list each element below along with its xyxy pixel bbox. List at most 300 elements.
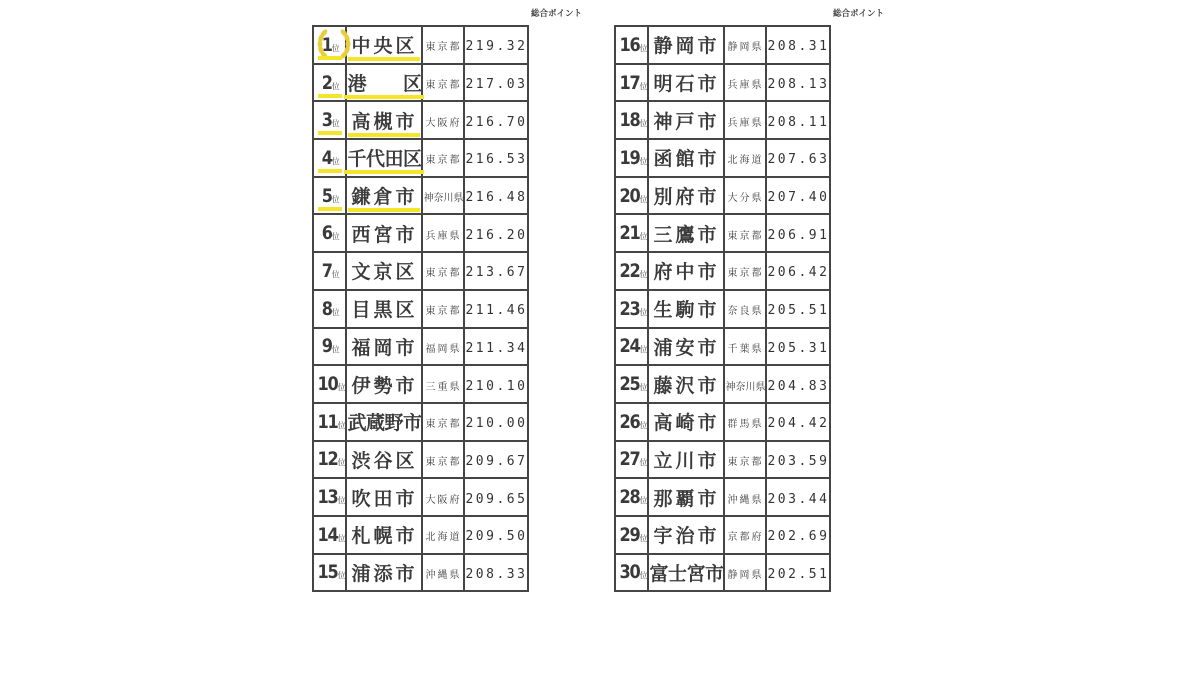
rank-number: 24 bbox=[619, 335, 640, 358]
rank-suffix: 位 bbox=[639, 345, 648, 355]
highlight-underline bbox=[318, 131, 342, 135]
points-cell bbox=[464, 516, 528, 554]
prefecture-name: 東京都 bbox=[425, 456, 462, 468]
total-points: 207.63 bbox=[767, 152, 830, 168]
points-cell bbox=[464, 554, 528, 592]
points-cell bbox=[464, 64, 528, 102]
total-points: 213.67 bbox=[465, 265, 528, 281]
total-points: 204.83 bbox=[767, 378, 830, 394]
prefecture-name: 兵庫県 bbox=[727, 117, 764, 129]
rank-number: 19 bbox=[619, 146, 640, 169]
prefecture-cell bbox=[724, 290, 766, 328]
ranking-row bbox=[313, 441, 528, 479]
ranking-row bbox=[615, 214, 830, 252]
rank-number: 11 bbox=[317, 410, 338, 433]
points-cell bbox=[464, 328, 528, 366]
prefecture-name: 神奈川県 bbox=[725, 381, 766, 393]
points-cell bbox=[766, 64, 830, 102]
ranking-row bbox=[313, 214, 528, 252]
points-cell bbox=[464, 365, 528, 403]
points-cell bbox=[766, 478, 830, 516]
city-cell bbox=[346, 26, 422, 64]
city-cell bbox=[648, 516, 724, 554]
rank-suffix: 位 bbox=[331, 81, 340, 91]
total-points: 209.50 bbox=[465, 529, 528, 545]
ranking-row bbox=[615, 328, 830, 366]
prefecture-cell bbox=[422, 441, 464, 479]
rank-number: 29 bbox=[619, 523, 640, 546]
total-points: 211.34 bbox=[465, 340, 528, 356]
prefecture-cell bbox=[724, 252, 766, 290]
rank-cell bbox=[313, 252, 346, 290]
prefecture-cell bbox=[422, 554, 464, 592]
city-cell bbox=[648, 441, 724, 479]
prefecture-cell bbox=[422, 252, 464, 290]
prefecture-name: 沖縄県 bbox=[727, 494, 764, 506]
highlight-underline bbox=[348, 133, 420, 137]
rank-suffix: 位 bbox=[331, 156, 340, 166]
rank-cell bbox=[313, 101, 346, 139]
points-cell bbox=[766, 252, 830, 290]
rank-number: 8 bbox=[321, 297, 332, 320]
total-points: 204.42 bbox=[767, 416, 830, 432]
rank-number: 16 bbox=[619, 33, 640, 56]
rank-suffix: 位 bbox=[639, 194, 648, 204]
city-name: 高崎市 bbox=[653, 412, 720, 435]
rank-suffix: 位 bbox=[337, 533, 346, 543]
city-cell bbox=[648, 478, 724, 516]
city-name: 文京区 bbox=[351, 261, 418, 284]
prefecture-name: 東京都 bbox=[727, 268, 764, 280]
prefecture-cell bbox=[724, 516, 766, 554]
total-points: 209.67 bbox=[465, 453, 528, 469]
rank-cell bbox=[313, 554, 346, 592]
city-cell bbox=[346, 64, 422, 102]
prefecture-cell bbox=[422, 328, 464, 366]
ranking-row bbox=[615, 101, 830, 139]
total-points: 211.46 bbox=[465, 303, 528, 319]
total-points: 208.11 bbox=[767, 114, 830, 130]
city-name: 渋谷区 bbox=[351, 449, 418, 472]
rank-suffix: 位 bbox=[639, 383, 648, 393]
rank-cell bbox=[313, 290, 346, 328]
ranking-row bbox=[313, 554, 528, 592]
rank-number: 23 bbox=[619, 297, 640, 320]
rank-cell bbox=[615, 177, 648, 215]
total-points: 207.40 bbox=[767, 190, 830, 206]
total-points: 216.53 bbox=[465, 152, 528, 168]
rank-suffix: 位 bbox=[331, 194, 340, 204]
city-cell bbox=[346, 478, 422, 516]
prefecture-cell bbox=[422, 139, 464, 177]
prefecture-cell bbox=[724, 177, 766, 215]
rank-number: 20 bbox=[619, 184, 640, 207]
rank-cell bbox=[313, 441, 346, 479]
rank-cell bbox=[615, 441, 648, 479]
total-points: 202.69 bbox=[767, 529, 830, 545]
city-name: 鎌倉市 bbox=[351, 186, 418, 209]
city-name: 生駒市 bbox=[653, 299, 720, 322]
rank-cell bbox=[615, 64, 648, 102]
ranking-row bbox=[615, 554, 830, 592]
total-points: 206.42 bbox=[767, 265, 830, 281]
ranking-row bbox=[313, 403, 528, 441]
city-cell bbox=[648, 290, 724, 328]
rank-number: 14 bbox=[317, 523, 338, 546]
points-cell bbox=[464, 177, 528, 215]
ranking-row bbox=[313, 478, 528, 516]
ranking-row bbox=[615, 516, 830, 554]
rank-suffix: 位 bbox=[639, 458, 648, 468]
city-name: 西宮市 bbox=[351, 223, 418, 246]
points-cell bbox=[464, 101, 528, 139]
rank-cell bbox=[313, 365, 346, 403]
prefecture-cell bbox=[422, 214, 464, 252]
points-cell bbox=[464, 252, 528, 290]
rank-number: 18 bbox=[619, 109, 640, 132]
prefecture-name: 奈良県 bbox=[727, 306, 764, 318]
rank-suffix: 位 bbox=[337, 496, 346, 506]
points-cell bbox=[464, 441, 528, 479]
points-cell bbox=[464, 478, 528, 516]
prefecture-name: 静岡県 bbox=[727, 569, 764, 581]
total-points: 205.51 bbox=[767, 303, 830, 319]
prefecture-name: 北海道 bbox=[425, 532, 462, 544]
total-points: 210.00 bbox=[465, 416, 528, 432]
total-points: 217.03 bbox=[465, 77, 528, 93]
ranking-row bbox=[313, 290, 528, 328]
prefecture-name: 沖縄県 bbox=[425, 569, 462, 581]
highlight-underline bbox=[318, 56, 342, 60]
ranking-row bbox=[313, 101, 528, 139]
prefecture-cell bbox=[724, 478, 766, 516]
points-column-header: 総合ポイント bbox=[832, 9, 884, 19]
rank-cell bbox=[615, 252, 648, 290]
points-cell bbox=[766, 403, 830, 441]
total-points: 203.44 bbox=[767, 491, 830, 507]
prefecture-cell bbox=[422, 403, 464, 441]
city-name: 藤沢市 bbox=[653, 374, 720, 397]
city-name: 三鷹市 bbox=[653, 223, 720, 246]
points-cell bbox=[464, 139, 528, 177]
rank-cell bbox=[615, 214, 648, 252]
rank-number: 28 bbox=[619, 486, 640, 509]
highlight-underline bbox=[318, 94, 342, 98]
rank-number: 27 bbox=[619, 448, 640, 471]
prefecture-name: 東京都 bbox=[425, 80, 462, 92]
highlight-underline bbox=[348, 208, 420, 212]
rank-number: 9 bbox=[321, 335, 332, 358]
rank-cell bbox=[615, 365, 648, 403]
rank-cell bbox=[313, 177, 346, 215]
prefecture-name: 東京都 bbox=[727, 456, 764, 468]
city-name: 府中市 bbox=[653, 261, 720, 284]
total-points: 209.65 bbox=[465, 491, 528, 507]
city-cell bbox=[648, 101, 724, 139]
prefecture-cell bbox=[724, 101, 766, 139]
total-points: 202.51 bbox=[767, 566, 830, 582]
prefecture-name: 東京都 bbox=[425, 306, 462, 318]
prefecture-cell bbox=[422, 26, 464, 64]
points-cell bbox=[464, 26, 528, 64]
city-name: 港 区 bbox=[347, 73, 422, 96]
prefecture-name: 千葉県 bbox=[727, 343, 764, 355]
ranking-row bbox=[615, 441, 830, 479]
points-column-header: 総合ポイント bbox=[530, 9, 582, 19]
ranking-row bbox=[313, 252, 528, 290]
rank-number: 17 bbox=[619, 71, 640, 94]
rank-cell bbox=[313, 64, 346, 102]
rank-number: 22 bbox=[619, 259, 640, 282]
prefecture-cell bbox=[724, 139, 766, 177]
prefecture-cell bbox=[422, 101, 464, 139]
rank-suffix: 位 bbox=[639, 307, 648, 317]
city-name: 静岡市 bbox=[653, 35, 720, 58]
rank-suffix: 位 bbox=[337, 458, 346, 468]
rank-suffix: 位 bbox=[331, 232, 340, 242]
rank-cell bbox=[615, 101, 648, 139]
city-name: 明石市 bbox=[653, 73, 720, 96]
total-points: 208.33 bbox=[465, 566, 528, 582]
city-name: 目黒区 bbox=[351, 299, 418, 322]
total-points: 216.48 bbox=[465, 190, 528, 206]
points-cell bbox=[464, 403, 528, 441]
city-cell bbox=[346, 403, 422, 441]
rank-suffix: 位 bbox=[331, 307, 340, 317]
rank-cell bbox=[615, 139, 648, 177]
city-cell bbox=[346, 101, 422, 139]
rank-suffix: 位 bbox=[639, 119, 648, 129]
highlight-underline bbox=[344, 170, 424, 174]
points-cell bbox=[464, 290, 528, 328]
total-points: 210.10 bbox=[465, 378, 528, 394]
rank-number: 4 bbox=[321, 146, 332, 169]
city-name: 吹田市 bbox=[351, 487, 418, 510]
highlight-underline bbox=[348, 57, 420, 61]
ranking-row bbox=[313, 64, 528, 102]
points-cell bbox=[464, 214, 528, 252]
prefecture-name: 北海道 bbox=[727, 155, 764, 167]
city-name: 浦安市 bbox=[653, 336, 720, 359]
ranking-row bbox=[615, 365, 830, 403]
city-cell bbox=[648, 554, 724, 592]
points-cell bbox=[766, 139, 830, 177]
rank-suffix: 位 bbox=[639, 420, 648, 430]
ranking-row bbox=[313, 328, 528, 366]
city-cell bbox=[648, 403, 724, 441]
prefecture-cell bbox=[422, 290, 464, 328]
ranking-row bbox=[313, 516, 528, 554]
ranking-row bbox=[313, 177, 528, 215]
rank-suffix: 位 bbox=[337, 420, 346, 430]
rank-number: 7 bbox=[321, 259, 332, 282]
points-cell bbox=[766, 441, 830, 479]
city-name: 函館市 bbox=[653, 148, 720, 171]
city-cell bbox=[346, 139, 422, 177]
total-points: 203.59 bbox=[767, 453, 830, 469]
prefecture-name: 福岡県 bbox=[425, 343, 462, 355]
prefecture-cell bbox=[422, 478, 464, 516]
rank-number: 21 bbox=[619, 222, 640, 245]
total-points: 219.32 bbox=[465, 39, 528, 55]
points-cell bbox=[766, 26, 830, 64]
highlight-underline bbox=[318, 169, 342, 173]
city-cell bbox=[648, 177, 724, 215]
prefecture-name: 兵庫県 bbox=[727, 80, 764, 92]
rank-suffix: 位 bbox=[639, 81, 648, 91]
rank-cell bbox=[615, 328, 648, 366]
city-cell bbox=[346, 252, 422, 290]
ranking-row bbox=[615, 64, 830, 102]
rank-suffix: 位 bbox=[337, 383, 346, 393]
rank-number: 2 bbox=[321, 71, 332, 94]
points-cell bbox=[766, 214, 830, 252]
prefecture-cell bbox=[724, 214, 766, 252]
city-name: 高槻市 bbox=[351, 110, 418, 133]
city-cell bbox=[648, 64, 724, 102]
city-cell bbox=[346, 177, 422, 215]
total-points: 205.31 bbox=[767, 340, 830, 356]
prefecture-cell bbox=[422, 177, 464, 215]
prefecture-name: 大阪府 bbox=[425, 117, 462, 129]
city-name: 神戸市 bbox=[653, 110, 720, 133]
city-name: 那覇市 bbox=[653, 487, 720, 510]
ranking-row bbox=[313, 26, 528, 64]
prefecture-cell bbox=[422, 64, 464, 102]
prefecture-name: 東京都 bbox=[727, 230, 764, 242]
prefecture-cell bbox=[422, 365, 464, 403]
rank-cell bbox=[313, 403, 346, 441]
city-cell bbox=[346, 516, 422, 554]
prefecture-name: 東京都 bbox=[425, 155, 462, 167]
prefecture-cell bbox=[724, 26, 766, 64]
points-cell bbox=[766, 516, 830, 554]
city-name: 福岡市 bbox=[351, 336, 418, 359]
total-points: 208.31 bbox=[767, 39, 830, 55]
city-name: 宇治市 bbox=[653, 525, 720, 548]
total-points: 206.91 bbox=[767, 227, 830, 243]
ranking-row bbox=[615, 26, 830, 64]
city-name: 伊勢市 bbox=[351, 374, 418, 397]
rank-suffix: 位 bbox=[337, 571, 346, 581]
ranking-row bbox=[313, 139, 528, 177]
prefecture-cell bbox=[422, 516, 464, 554]
prefecture-cell bbox=[724, 328, 766, 366]
city-cell bbox=[346, 214, 422, 252]
rank-suffix: 位 bbox=[639, 156, 648, 166]
prefecture-name: 東京都 bbox=[425, 268, 462, 280]
rank-number: 5 bbox=[321, 184, 332, 207]
prefecture-name: 静岡県 bbox=[727, 42, 764, 54]
highlight-underline bbox=[318, 207, 342, 211]
city-name: 富士宮市 bbox=[649, 562, 724, 585]
prefecture-name: 三重県 bbox=[425, 381, 462, 393]
city-cell bbox=[648, 328, 724, 366]
city-cell bbox=[648, 365, 724, 403]
ranking-table-right bbox=[614, 25, 831, 592]
total-points: 216.20 bbox=[465, 227, 528, 243]
city-name: 武蔵野市 bbox=[347, 412, 422, 435]
prefecture-cell bbox=[724, 403, 766, 441]
city-cell bbox=[648, 214, 724, 252]
prefecture-name: 大分県 bbox=[727, 193, 764, 205]
rank-suffix: 位 bbox=[331, 269, 340, 279]
city-name: 千代田区 bbox=[347, 148, 422, 171]
city-cell bbox=[346, 554, 422, 592]
prefecture-cell bbox=[724, 554, 766, 592]
rank-cell bbox=[313, 26, 346, 64]
ranking-row bbox=[615, 252, 830, 290]
rank-number: 30 bbox=[619, 561, 640, 584]
rank-suffix: 位 bbox=[331, 345, 340, 355]
ranking-row bbox=[313, 365, 528, 403]
rank-cell bbox=[615, 478, 648, 516]
rank-suffix: 位 bbox=[639, 269, 648, 279]
ranking-row bbox=[615, 139, 830, 177]
city-name: 別府市 bbox=[653, 186, 720, 209]
city-name: 中央区 bbox=[351, 35, 418, 58]
rank-suffix: 位 bbox=[331, 43, 340, 53]
rank-cell bbox=[615, 516, 648, 554]
city-name: 立川市 bbox=[653, 449, 720, 472]
rank-number: 3 bbox=[321, 109, 332, 132]
total-points: 216.70 bbox=[465, 114, 528, 130]
rank-suffix: 位 bbox=[639, 43, 648, 53]
prefecture-name: 群馬県 bbox=[727, 419, 764, 431]
rank-number: 26 bbox=[619, 410, 640, 433]
rank-cell bbox=[615, 26, 648, 64]
prefecture-name: 東京都 bbox=[425, 419, 462, 431]
ranking-row bbox=[615, 478, 830, 516]
rank-cell bbox=[313, 214, 346, 252]
city-cell bbox=[346, 328, 422, 366]
prefecture-name: 東京都 bbox=[425, 42, 462, 54]
ranking-row bbox=[615, 177, 830, 215]
points-cell bbox=[766, 101, 830, 139]
points-cell bbox=[766, 554, 830, 592]
total-points: 208.13 bbox=[767, 77, 830, 93]
rank-number: 13 bbox=[317, 486, 338, 509]
ranking-row bbox=[615, 290, 830, 328]
city-cell bbox=[346, 441, 422, 479]
rank-number: 12 bbox=[317, 448, 338, 471]
rank-cell bbox=[615, 554, 648, 592]
prefecture-name: 神奈川県 bbox=[423, 193, 464, 205]
rank-cell bbox=[313, 139, 346, 177]
rank-number: 10 bbox=[317, 373, 338, 396]
points-cell bbox=[766, 365, 830, 403]
highlight-underline bbox=[344, 95, 424, 99]
city-name: 浦添市 bbox=[351, 562, 418, 585]
city-cell bbox=[346, 290, 422, 328]
prefecture-cell bbox=[724, 64, 766, 102]
rank-cell bbox=[313, 516, 346, 554]
ranking-table-left bbox=[312, 25, 529, 592]
rank-suffix: 位 bbox=[639, 571, 648, 581]
prefecture-name: 京都府 bbox=[727, 532, 764, 544]
city-cell bbox=[648, 139, 724, 177]
rank-number: 6 bbox=[321, 222, 332, 245]
rank-suffix: 位 bbox=[331, 119, 340, 129]
prefecture-name: 大阪府 bbox=[425, 494, 462, 506]
rank-number: 15 bbox=[317, 561, 338, 584]
rank-suffix: 位 bbox=[639, 232, 648, 242]
city-cell bbox=[648, 26, 724, 64]
points-cell bbox=[766, 290, 830, 328]
points-cell bbox=[766, 328, 830, 366]
city-cell bbox=[346, 365, 422, 403]
rank-cell bbox=[615, 403, 648, 441]
